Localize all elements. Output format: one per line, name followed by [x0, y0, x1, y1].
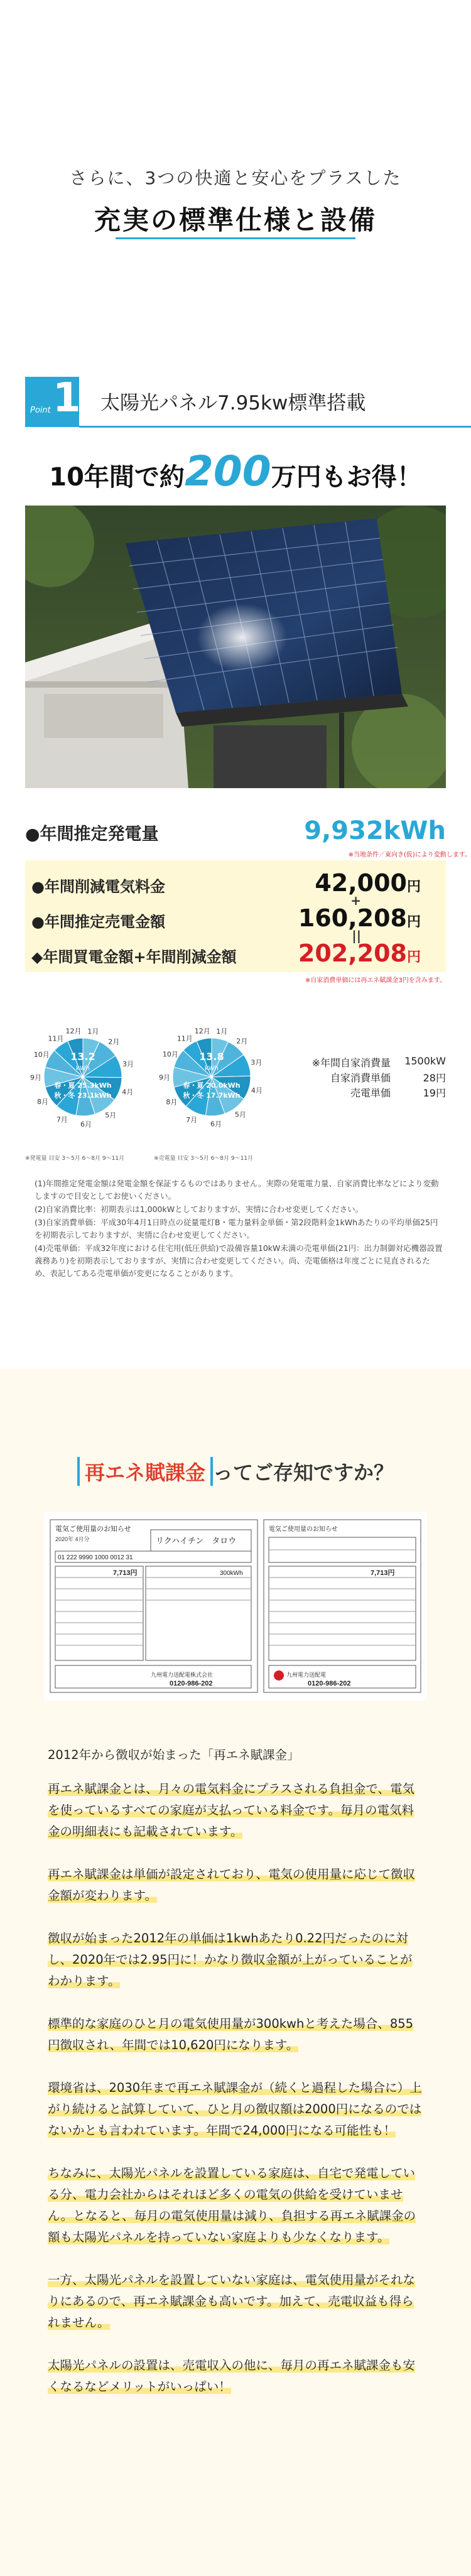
saving-suffix: 万円もお得！: [271, 463, 422, 492]
calc-label: ●年間削減電気料金: [31, 878, 165, 896]
bill-left-usage: 300kWh: [220, 1570, 243, 1577]
annual-generation-note: ※当地条件／東向き(仮)により変動します。: [348, 852, 471, 858]
pie-slice-label: 4月: [122, 1088, 134, 1096]
calc-total-value: 202,208円: [298, 939, 421, 967]
condition-row: [293, 1085, 446, 1100]
condition-value: 19円: [423, 1087, 446, 1099]
point-title: 太陽光パネル7.95kw標準搭載: [100, 392, 366, 414]
article-paragraph: [48, 1778, 425, 1843]
point-heading: [25, 377, 471, 427]
pie-chart-svg: [25, 1011, 141, 1140]
condition-key: 売電単価: [350, 1087, 391, 1099]
calc-label: ◆年間買電金額+年間削減金額: [31, 948, 237, 966]
calc-row-total: [25, 939, 446, 965]
surcharge-article: [48, 1745, 425, 2419]
calculation-conditions: [293, 1055, 446, 1100]
pie-slice-label: 10月: [33, 1050, 50, 1059]
bill-left-customer: 01 222 9990 1000 0012 31: [58, 1554, 133, 1561]
pie-chart-sales: [154, 1011, 270, 1162]
pie-line-spring: 春・夏 20.0kWh: [183, 1081, 241, 1090]
calc-value: 42,000円: [315, 869, 421, 897]
pie-center-unit: kWh: [75, 1065, 90, 1072]
highlighted-text: 太陽光パネルの設置は、売電収入の他に、毎月の再エネ賦課金も安くなるなどメリットがいっぱい！: [48, 2358, 416, 2394]
annual-generation-row: [25, 816, 446, 848]
bill-right-title: 電気ご使用量のお知らせ: [269, 1526, 338, 1533]
calc-row-sales: [25, 904, 446, 932]
solar-roof-illustration: [25, 506, 446, 788]
bill-illustration: [44, 1512, 427, 1701]
footnote: (4)売電単価：平成32年度における住宅用(低圧供給)で設備容量10kW未満の売電単価(21円：出力制御対応機器設置義務あり)を初期表示しておりますが、実情に合わせ変更してください。尚、売電価格は年度ごとに見直されるため、表記してある売電単価が変更になることがあります。: [35, 1243, 443, 1278]
bill-right-amount: 7,713円: [371, 1569, 395, 1577]
pie-slice-label: 1月: [87, 1027, 99, 1036]
saving-headline: [0, 447, 471, 495]
footnote: (1)年間推定発電金額は発電金額を保証するものではありません。実際の発電電力量、自家消費比率などにより変動しますので目安としてお使いください。: [35, 1179, 439, 1201]
pie-slice-label: 11月: [176, 1034, 193, 1043]
footnote: (2)自家消費比率：初期表示は1,000kWとしておりますが、実情に合わせ変更してください。: [35, 1204, 364, 1214]
calc-note: ※自家消費単価には再エネ賦課金3円を含みます。: [305, 977, 446, 984]
highlighted-text: 徴収が始まった2012年の単価は1kwhあたり0.22円だったのに対し、2020年では2.95円に！かなり徴収金額が上がっていることがわかります。: [48, 1931, 413, 1988]
pie-chart-svg: [154, 1011, 270, 1140]
point-badge-word: Point: [30, 406, 51, 415]
bill-left-contract: 2020年 4月分: [55, 1536, 90, 1542]
article-paragraph: [48, 2270, 425, 2334]
pie-slice-label: 9月: [30, 1073, 42, 1082]
plus-sign: +: [350, 893, 361, 908]
bill-right-company: 九州電力送配電: [286, 1672, 327, 1678]
bill-left-tel: 0120-986-202: [170, 1680, 213, 1687]
footnotes: [35, 1177, 443, 1280]
intro-title: 充実の標準仕様と設備: [94, 205, 377, 235]
solar-panel-photo: [25, 506, 446, 788]
pie-slice-label: 6月: [210, 1120, 222, 1128]
pie-slice-label: 12月: [65, 1027, 82, 1036]
pie-slice-label: 8月: [37, 1098, 49, 1107]
pie-center-unit: kWh: [204, 1065, 219, 1072]
pie-line-autumn: 秋・冬 23.1kWh: [54, 1091, 112, 1100]
pie-line-autumn: 秋・冬 17.7kWh: [183, 1091, 241, 1100]
pie-slice-label: 3月: [251, 1058, 263, 1067]
pie-slice-label: 1月: [216, 1027, 228, 1036]
surcharge-title: [0, 1457, 471, 1486]
calc-value: 160,208円: [298, 904, 421, 932]
highlighted-text: ちなみに、太陽光パネルを設置している家庭は、自宅で発電している分、電力会社からはそれほど多くの電気の供給を受けていません。となると、毎月の電気使用量は減り、負担する再エネ賦課金の額も太陽光パネルを持っていない家庭よりも少なくなります。: [48, 2166, 416, 2244]
pie-slice-label: 6月: [80, 1120, 92, 1128]
pie-legend: ※発電量 目安 3〜5月 6〜8月 9〜11月: [25, 1155, 125, 1162]
pie-slice-label: 8月: [166, 1098, 178, 1107]
bill-left: [50, 1520, 257, 1692]
highlighted-text: 標準的な家庭のひと月の電気使用量が300kwhと考えた場合、855円徴収され、年間では10,620円になります。: [48, 2016, 414, 2052]
pie-legend: ※売電量 目安 3〜5月 6〜8月 9〜11月: [154, 1155, 254, 1162]
savings-calculation-box: [25, 860, 446, 972]
electricity-bill-image: [44, 1512, 427, 1701]
condition-value: 1500kW: [404, 1055, 446, 1067]
pie-slice-label: 7月: [56, 1115, 68, 1124]
point-badge-number: 1: [53, 375, 81, 421]
article-paragraph: [48, 1928, 425, 1992]
bill-left-title: 電気ご使用量のお知らせ: [55, 1525, 131, 1533]
calc-row-reduction: [25, 869, 446, 897]
article-paragraph: [48, 2013, 425, 2056]
article-paragraph: [48, 2355, 425, 2398]
pie-slice-label: 3月: [122, 1060, 134, 1069]
article-paragraph: [48, 2163, 425, 2248]
pie-slice-label: 4月: [251, 1086, 263, 1095]
bill-right: [264, 1520, 421, 1692]
pie-slice-label: 5月: [105, 1111, 117, 1120]
article-paragraph: [48, 1864, 425, 1907]
footnote: (3)自家消費単価：平成30年4月1日時点の従量電灯B・電力量料金単価・第2段階料金1kWhあたりの平均単価25円を初期表示しておりますが、実情に合わせ変更してください。: [35, 1218, 438, 1240]
pie-slice-label: 2月: [108, 1037, 120, 1046]
pie-slice-label: 12月: [194, 1027, 210, 1036]
condition-row: [293, 1055, 446, 1070]
pie-center-value: 13.2: [70, 1051, 95, 1063]
surcharge-title-suffix: ってご存知ですか？: [213, 1461, 394, 1485]
article-paragraph: 2012年から徴収が始まった「再エネ賦課金」: [48, 1748, 300, 1762]
equals-sign: ||: [352, 928, 361, 943]
highlighted-text: 再エネ賦課金とは、月々の電気料金にプラスされる負担金で、電気を使っているすべての家庭が支払っている料金です。毎月の電気料金の明細表にも記載されています。: [48, 1782, 415, 1839]
highlighted-text: 一方、太陽光パネルを設置していない家庭は、電気使用量がそれなりにあるので、再エネ賦課金も高いです。加えて、売電収益も得られません。: [48, 2273, 416, 2330]
surcharge-term: 再エネ賦課金: [77, 1457, 213, 1486]
pie-slice-label: 9月: [159, 1073, 171, 1082]
intro-subtitle: さらに、3つの快適と安心をプラスした: [69, 168, 402, 188]
highlighted-text: 環境省は、2030年まで再エネ賦課金が（続くと過程した場合に）上がり続けると試算していて、ひと月の徴収額は2000円になるのではないかとも言われています。年間で24,000円になる可能性も！: [48, 2081, 422, 2138]
bill-right-tel: 0120-986-202: [308, 1680, 351, 1687]
pie-center-value: 13.8: [199, 1051, 224, 1063]
saving-prefix: 10年間で約: [49, 463, 185, 492]
saving-amount: 200: [184, 447, 271, 495]
point-badge: [25, 377, 79, 427]
condition-key: 自家消費単価: [330, 1072, 391, 1084]
pie-slice-label: 7月: [186, 1115, 198, 1124]
pie-slice-label: 2月: [236, 1037, 248, 1046]
bill-left-amount: 7,713円: [113, 1569, 138, 1577]
generation-charts: [25, 1011, 446, 1168]
bill-left-company: 九州電力送配電株式会社: [151, 1672, 214, 1678]
intro-section: [0, 0, 471, 352]
title-underline: [116, 237, 355, 239]
calc-label: ●年間推定売電金額: [31, 913, 165, 931]
point-underline: [79, 426, 471, 428]
pie-slice-label: 10月: [162, 1050, 178, 1059]
pie-chart-generation: [25, 1011, 141, 1162]
article-paragraph: [48, 2077, 425, 2141]
annual-generation-label: ●年間推定発電量: [25, 825, 159, 844]
pie-slice-label: 5月: [234, 1110, 246, 1119]
condition-value: 28円: [423, 1072, 446, 1084]
condition-key: ※年間自家消費量: [311, 1057, 391, 1069]
pie-line-spring: 春・夏 25.3kWh: [54, 1081, 112, 1090]
renewable-surcharge-section: [0, 1369, 471, 2576]
pie-slice-label: 11月: [48, 1034, 64, 1043]
highlighted-text: 再エネ賦課金は単価が設定されており、電気の使用量に応じて徴収金額が変わります。: [48, 1867, 416, 1903]
condition-row: [293, 1070, 446, 1085]
bill-left-name: リクハイチン タロウ: [156, 1536, 237, 1545]
annual-generation-value: 9,932kWh: [304, 816, 446, 845]
